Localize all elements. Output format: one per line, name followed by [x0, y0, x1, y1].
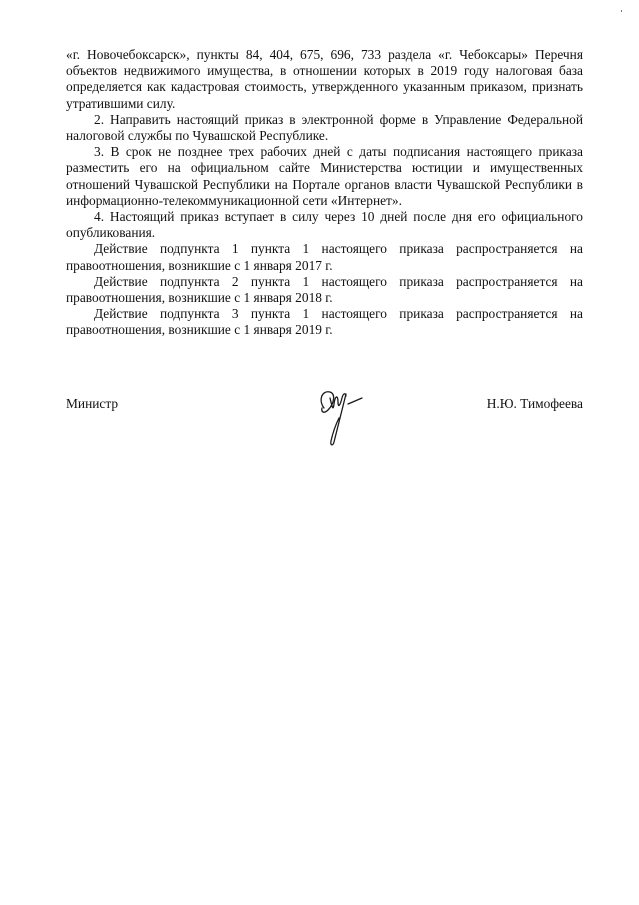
paragraph-continuation: «г. Новочебоксарск», пункты 84, 404, 675, 696, 733 раздела «г. Чебоксары» Перечня объектов недвижимого имущества, в отношении которых в 2019 году налоговая база определяется как кадастровая стоимость, утвержденного указанным приказом, признать утратившими силу.: [66, 47, 583, 111]
signatory-name: Н.Ю. Тимофеева: [486, 396, 583, 411]
document-body: [66, 47, 583, 339]
paragraph-effect-3: Действие подпункта 3 пункта 1 настоящего приказа распространяется на правоотношения, возникшие с 1 января 2019 г.: [66, 306, 583, 338]
signatory-title: Министр: [66, 396, 119, 411]
paragraph-effect-1: Действие подпункта 1 пункта 1 настоящего приказа распространяется на правоотношения, возникшие с 1 января 2017 г.: [66, 241, 583, 273]
scan-speck: [621, 10, 622, 12]
paragraph-item-3: 3. В срок не позднее трех рабочих дней с даты подписания настоящего приказа разместить его на официальном сайте Министерства юстиции и имущественных отношений Чувашской Республики на Портале органов власти Чувашской Республики в информационно-телекоммуникационной сети «Интернет».: [66, 144, 583, 208]
handwritten-signature-icon: [312, 386, 374, 450]
paragraph-item-4: 4. Настоящий приказ вступает в силу через 10 дней после дня его официального опубликования.: [66, 209, 583, 241]
paragraph-item-2: 2. Направить настоящий приказ в электронной форме в Управление Федеральной налоговой службы по Чувашской Республике.: [66, 111, 583, 144]
paragraph-effect-2: Действие подпункта 2 пункта 1 настоящего приказа распространяется на правоотношения, возникшие с 1 января 2018 г.: [66, 273, 583, 306]
signature-block: [66, 394, 583, 464]
